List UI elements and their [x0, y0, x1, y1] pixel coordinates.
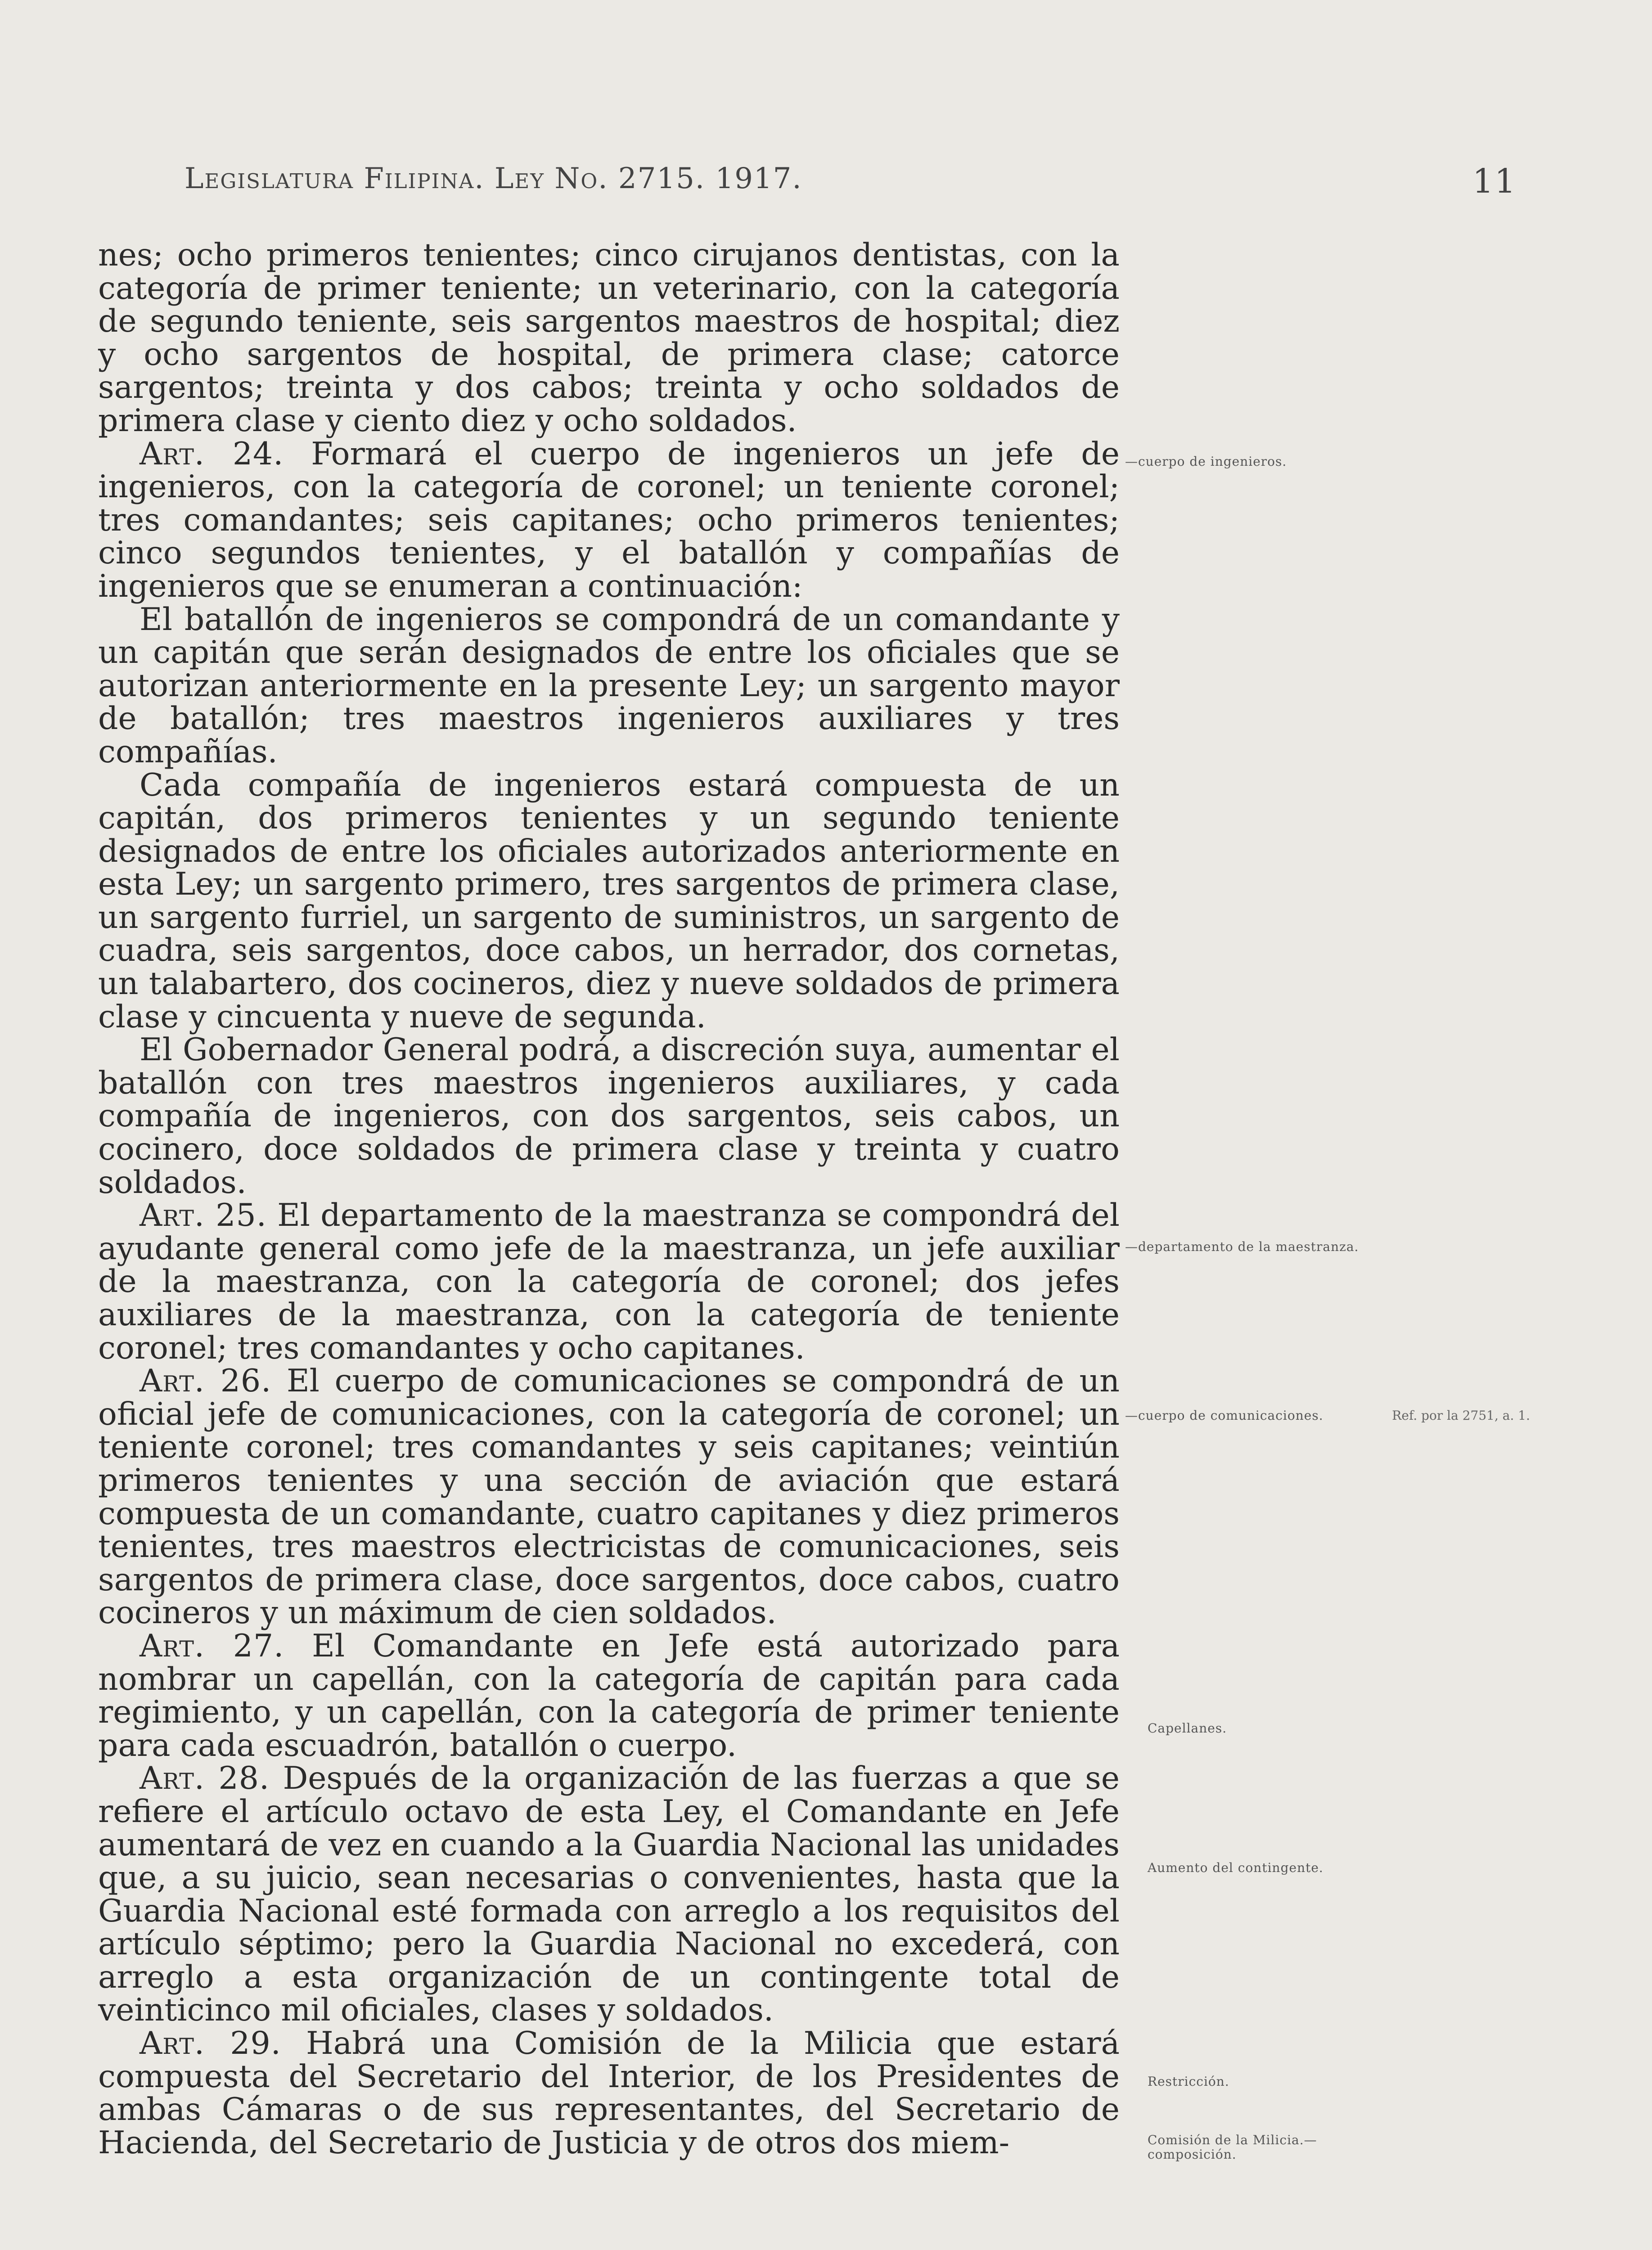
margin-note-ingenieros: —cuerpo de ingenieros.	[1125, 454, 1287, 469]
paragraph-article-27	[98, 1629, 1120, 1762]
paragraph	[98, 1033, 1120, 1199]
paragraph-text: nes; ocho primeros tenientes; cinco cirujanos dentistas, con la categoría de primer teniente; un veterinario, con la categoría de segundo teniente, seis sargentos maestros de hospital; diez y ocho sargentos de hospital, de primera clase; catorce sargentos; treinta y dos cabos; treinta y ocho soldados de primera clase y ciento diez y ocho soldados.	[98, 237, 1120, 439]
margin-note-maestranza: —departamento de la maestranza.	[1125, 1239, 1359, 1254]
paragraph-article-25	[98, 1199, 1120, 1364]
paragraph-text: Formará el cuerpo de ingenieros un jefe de ingenieros, con la categoría de coronel; un teniente coronel; tres comandantes; seis capitanes; ocho primeros tenientes; cinco segundos tenientes, y el batallón y compañías de ingenieros que se enumeran a continuación:	[98, 435, 1120, 604]
article-label: Art. 29.	[140, 2025, 281, 2062]
margin-note-comunicaciones: —cuerpo de comunicaciones.	[1125, 1408, 1323, 1423]
article-label: Art. 26.	[140, 1363, 272, 1400]
margin-note-aumento: Aumento del contingente.	[1148, 1860, 1323, 1875]
cross-reference: Ref. por la 2751, a. 1.	[1392, 1408, 1530, 1423]
paragraph	[98, 603, 1120, 769]
paragraph	[98, 766, 1120, 1035]
paragraph	[98, 238, 1120, 437]
paragraph-text: El cuerpo de comunicaciones se compondrá de un oficial jefe de comunicaciones, con la categoría de coronel; un teniente coronel; tres comandantes y seis capitanes; veintiún primeros tenientes y una sección de aviación que estará compuesta de un comandante, cuatro capitanes y diez primeros tenientes, tres maestros electricistas de comunicaciones, seis sargentos de primera clase, doce sargentos, doce cabos, cuatro cocineros y un máximum de cien soldados.	[98, 1363, 1120, 1631]
paragraph-text: Habrá una Comisión de la Milicia que estará compuesta del Secretario del Interior, de los Presidentes de ambas Cámaras o de sus representantes, del Secretario de Hacienda, del Secretario de Justicia y de otros dos miem-	[98, 2025, 1120, 2161]
article-label: Art. 24.	[140, 435, 284, 472]
page-number: 11	[1472, 162, 1517, 201]
margin-note-capellanes: Capellanes.	[1148, 1721, 1227, 1736]
paragraph-text: El Gobernador General podrá, a discreción suya, aumentar el batallón con tres maestros ingenieros auxiliares, y cada compañía de ingenieros, con dos sargentos, seis cabos, un cocinero, doce soldados de primera clase y treinta y cuatro soldados.	[98, 1031, 1120, 1201]
body-text	[98, 238, 1120, 2159]
margin-note-comision: Comisión de la Milicia.—composición.	[1148, 2133, 1317, 2162]
paragraph-text: El batallón de ingenieros se compondrá de un comandante y un capitán que serán designados de entre los oficiales que se autorizan anteriormente en la presente Ley; un sargento mayor de batallón; tres maestros ingenieros auxiliares y tres compañías.	[98, 601, 1120, 770]
paragraph-text: Después de la organización de las fuerzas a que se refiere el artículo octavo de esta Ley, el Comandante en Jefe aumentará de vez en cuando a la Guardia Nacional las unidades que, a su juicio, sean necesarias o convenientes, hasta que la Guardia Nacional esté formada con arreglo a los requisitos del artículo séptimo; pero la Guardia Nacional no excederá, con arreglo a esta organización de un contingente total de veinticinco mil oficiales, clases y soldados.	[98, 1760, 1120, 2029]
paragraph-text: El Comandante en Jefe está autorizado para nombrar un capellán, con la categoría de capitán para cada regimiento, y un capellán, con la categoría de primer teniente para cada escuadrón, batallón o cuerpo.	[98, 1627, 1120, 1764]
paragraph-article-26	[98, 1364, 1120, 1629]
paragraph-article-28	[98, 1762, 1120, 2027]
paragraph-article-29	[98, 2027, 1120, 2159]
margin-note-restriccion: Restricción.	[1148, 2074, 1229, 2089]
running-title: Legislatura Filipina. Ley No. 2715. 1917.	[185, 162, 802, 195]
paragraph-text: Cada compañía de ingenieros estará compuesta de un capitán, dos primeros tenientes y un segundo teniente designados de entre los oficiales autorizados anteriormente en esta Ley; un sargento primero, tres sargentos de primera clase, un sargento furriel, un sargento de suministros, un sargento de cuadra, seis sargentos, doce cabos, un herrador, dos cornetas, un talabartero, dos cocineros, diez y nueve soldados de primera clase y cincuenta y nueve de segunda.	[98, 766, 1120, 1035]
paragraph-article-24	[98, 437, 1120, 603]
paragraph-text: El departamento de la maestranza se compondrá del ayudante general como jefe de la maestranza, un jefe auxiliar de la maestranza, con la categoría de coronel; dos jefes auxiliares de la maestranza, con la categoría de teniente coronel; tres comandantes y ocho capitanes.	[98, 1197, 1120, 1366]
article-label: Art. 27.	[140, 1627, 284, 1664]
article-label: Art. 28.	[140, 1760, 270, 1797]
article-label: Art. 25.	[140, 1197, 267, 1234]
